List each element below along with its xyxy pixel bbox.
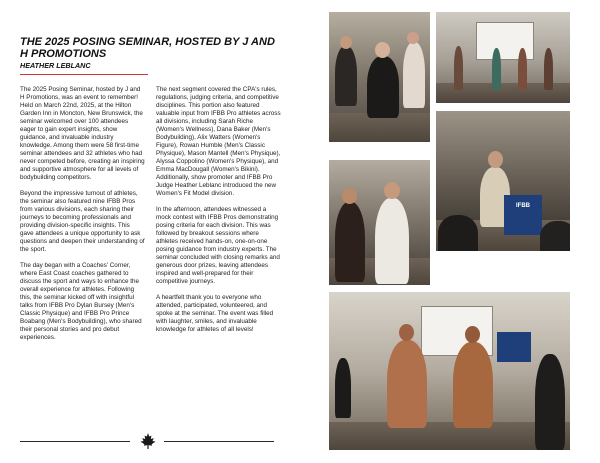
photo-figure-head [340,36,352,49]
photo-figure-head [465,326,480,343]
photo-figure [335,46,357,106]
photo-audience-microphone [329,12,430,142]
photo-bodybuilders-posing [329,292,570,450]
text-column-right [156,86,281,342]
photo-athletes-standing [329,160,430,285]
photo-figure-head [407,32,419,44]
photo-figure-head [342,188,357,204]
photo-figure [387,340,427,428]
photo-figure [367,56,399,118]
paragraph: The 2025 Posing Seminar, hosted by J and H Promotions, was an event to remember! Held on March 22nd, 2025, at the Hilton Garden Inn in Moncton, New Brunswick, the seminar welcomed over 100 attendees eager to gain expert insights, show guidance, and invaluable industry knowledge. Among them were 58 first-time seminar attendees and 32 athletes who had never competed before, creating an inspiring and supportive atmosphere for all levels of bodybuilding competitors. [20,86,145,181]
photo-figure [544,48,553,90]
title-divider [20,74,148,75]
photo-figure [518,48,527,90]
paragraph: In the afternoon, attendees witnessed a mock contest with IFBB Pros demonstrating posing criteria for each division. This was followed by breakout sessions where athletes received hands-on, one-on-one posing guidance from industry experts. The seminar concluded with closing remarks and generous door prizes, leaving attendees inspired and well-prepared for their competitive journeys. [156,206,280,285]
paragraph: Beyond the impressive turnout of athletes, the seminar also featured nine IFBB Pros from various divisions, each sharing their journeys to becoming professionals and providing division-specific insights. This gave attendees a unique opportunity to ask questions and deepen their understanding of the sport. [20,190,145,253]
photo-figure-head [384,182,400,199]
text-column-left [20,86,145,350]
photo-figure [535,354,565,450]
footer-divider [20,441,130,442]
paragraph: A heartfelt thank you to everyone who attended, participated, volunteered, and spoke at the seminar. The event was filled with laughter, smiles, and invaluable knowledge for athletes of all levels! [156,294,274,333]
photo-figure [453,342,493,428]
photo-speaker-podium [436,111,570,251]
photo-figure [438,215,478,251]
article-author: HEATHER LEBLANC [20,61,91,70]
photo-figure-head [488,151,503,168]
photo-figure [375,198,409,284]
photo-figure [492,48,501,90]
photo-figure-head [399,324,414,341]
footer-divider [164,441,274,442]
paragraph: The day began with a Coaches' Corner, where East Coast coaches gathered to discuss the sport and ways to enhance the overall experience for athletes. Following this, the seminar kicked off with insightful talks from IFBB Pro Dylan Bursey (Men's Classic Physique) and IFBB Pro Prince Boabang (Men's Bodybuilding), who shared their personal stories and pro debut experiences. [20,262,142,341]
article-title: THE 2025 POSING SEMINAR, HOSTED BY J AND H PROMOTIONS [20,36,275,60]
podium [504,195,542,235]
paragraph: The next segment covered the CPA's rules, regulations, judging criteria, and competitive disciplines. This portion also featured valuable input from IFBB Pro athletes across all divisions, including Sarah Riche (Women's Wellness), Dana Baker (Men's Bodybuilding), Alix Watters (Women's Figure), Rowan Humble (Men's Classic Physique), Mason Mantell (Men's Physique), Alyssa Coppolino (Women's Physique), and Emma MacDougall (Women's Bikini). Additionally, show promoter and IFBB Pro Judge Heather Leblanc introduced the new Women's Fit Model division. [156,86,281,197]
photo-figure [454,46,463,90]
photo-floor [329,422,570,450]
maple-leaf-logo-icon [139,432,157,450]
photo-figure-head [375,42,390,58]
podium [497,332,531,362]
photo-figure [335,358,351,418]
photo-figure [403,42,425,108]
photo-figure [540,221,570,251]
photo-athletes-lineup [436,12,570,103]
podium-sign: IFBB [516,203,530,209]
photo-figure [335,202,365,282]
